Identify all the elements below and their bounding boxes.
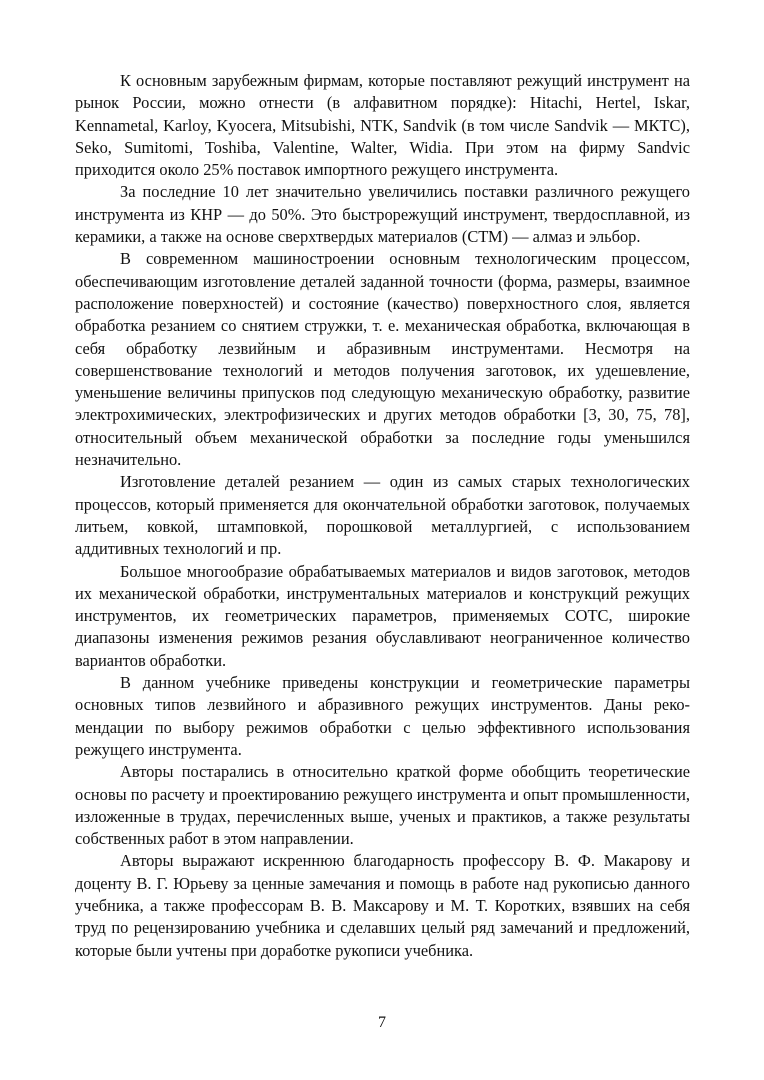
paragraph-7: Авторы постарались в относительно краткой форме обобщить теоретические основы по расчету и проектированию режущего инструмента и опыт промышленности, изложенные в трудах, перечисленных выше, ученых и практиков, а также результаты собственных работ в этом направлении.	[75, 762, 690, 849]
paragraph-8: Авторы выражают искреннюю благодарность профессору В. Ф. Макарову и доценту В. Г. Юрьеву за ценные замечания и помощь в работе над рукописью данного учебника, а также профессорам В. В. Максарову и М. Т. Коротких, взявших на себя труд по рецензированию учебника и сделавших целый ряд замечаний и предложений, которые были учтены при доработке рукописи учебника.	[75, 851, 690, 960]
paragraph-5: Большое многообразие обрабатываемых материалов и видов заготовок, методов их механической обработки, инструментальных материалов и конструкций режущих инструментов, их геометрических параметров, применяемых СОТС, широкие диапазоны изменения режимов резания обуславливают неограниченное количество вариантов обработки.	[75, 561, 690, 670]
paragraph-6: В данном учебнике приведены конструкции и геометрические параметры основных типов лезвийного и абразивного режущих инструментов. Даны рекомендации по выбору режимов обработки с целью эффективного использования режущего инструмента.	[75, 673, 690, 759]
body-text	[75, 70, 690, 962]
paragraph-3: В современном машиностроении основным технологическим процессом, обеспечивающим изготовление деталей заданной точности (форма, размеры, взаимное расположение поверхностей) и состояние (качество) поверхностного слоя, является обработка резанием со снятием стружки, т. е. механическая обработка, включающая в себя обработку лезвийным и абразивным инструментами. Несмотря на совершенствование технологий и методов получения заготовок, их удешевление, уменьшение величины припусков под следующую механическую обработку, развитие электрохимических, электрофизических и других методов обработки [3, 30, 75, 78], относительный объем механической обработки за последние годы уменьшился незначительно.	[75, 249, 690, 470]
page-number: 7	[378, 1014, 386, 1031]
paragraph-4: Изготовление деталей резанием — один из самых старых технологических процессов, который применяется для окончательной обработки заготовок, получаемых литьем, ковкой, штамповкой, порошковой металлургией, с использованием аддитивных технологий и пр.	[75, 472, 690, 559]
paragraph-2: За последние 10 лет значительно увеличились поставки различного режущего инструмента из КНР — до 50%. Это быстрорежущий инструмент, твердосплавной, из керамики, а также на основе сверхтвердых материалов (СТМ) — алмаз и эльбор.	[75, 182, 690, 247]
paragraph-1: К основным зарубежным фирмам, которые поставляют режущий инструмент на рынок России, можно отнести (в алфавитном порядке): Hitachi, Hertel, Iskar, Kennametal, Karloy, Kyocera, Mitsubishi, NTK, Sandvik (в том числе Sandvik — МКТС), Seko, Sumitomi, Toshiba, Valentine, Walter, Widia. При этом на фирму Sandvic приходится около 25% поставок импортного режущего инструмента.	[75, 71, 690, 180]
